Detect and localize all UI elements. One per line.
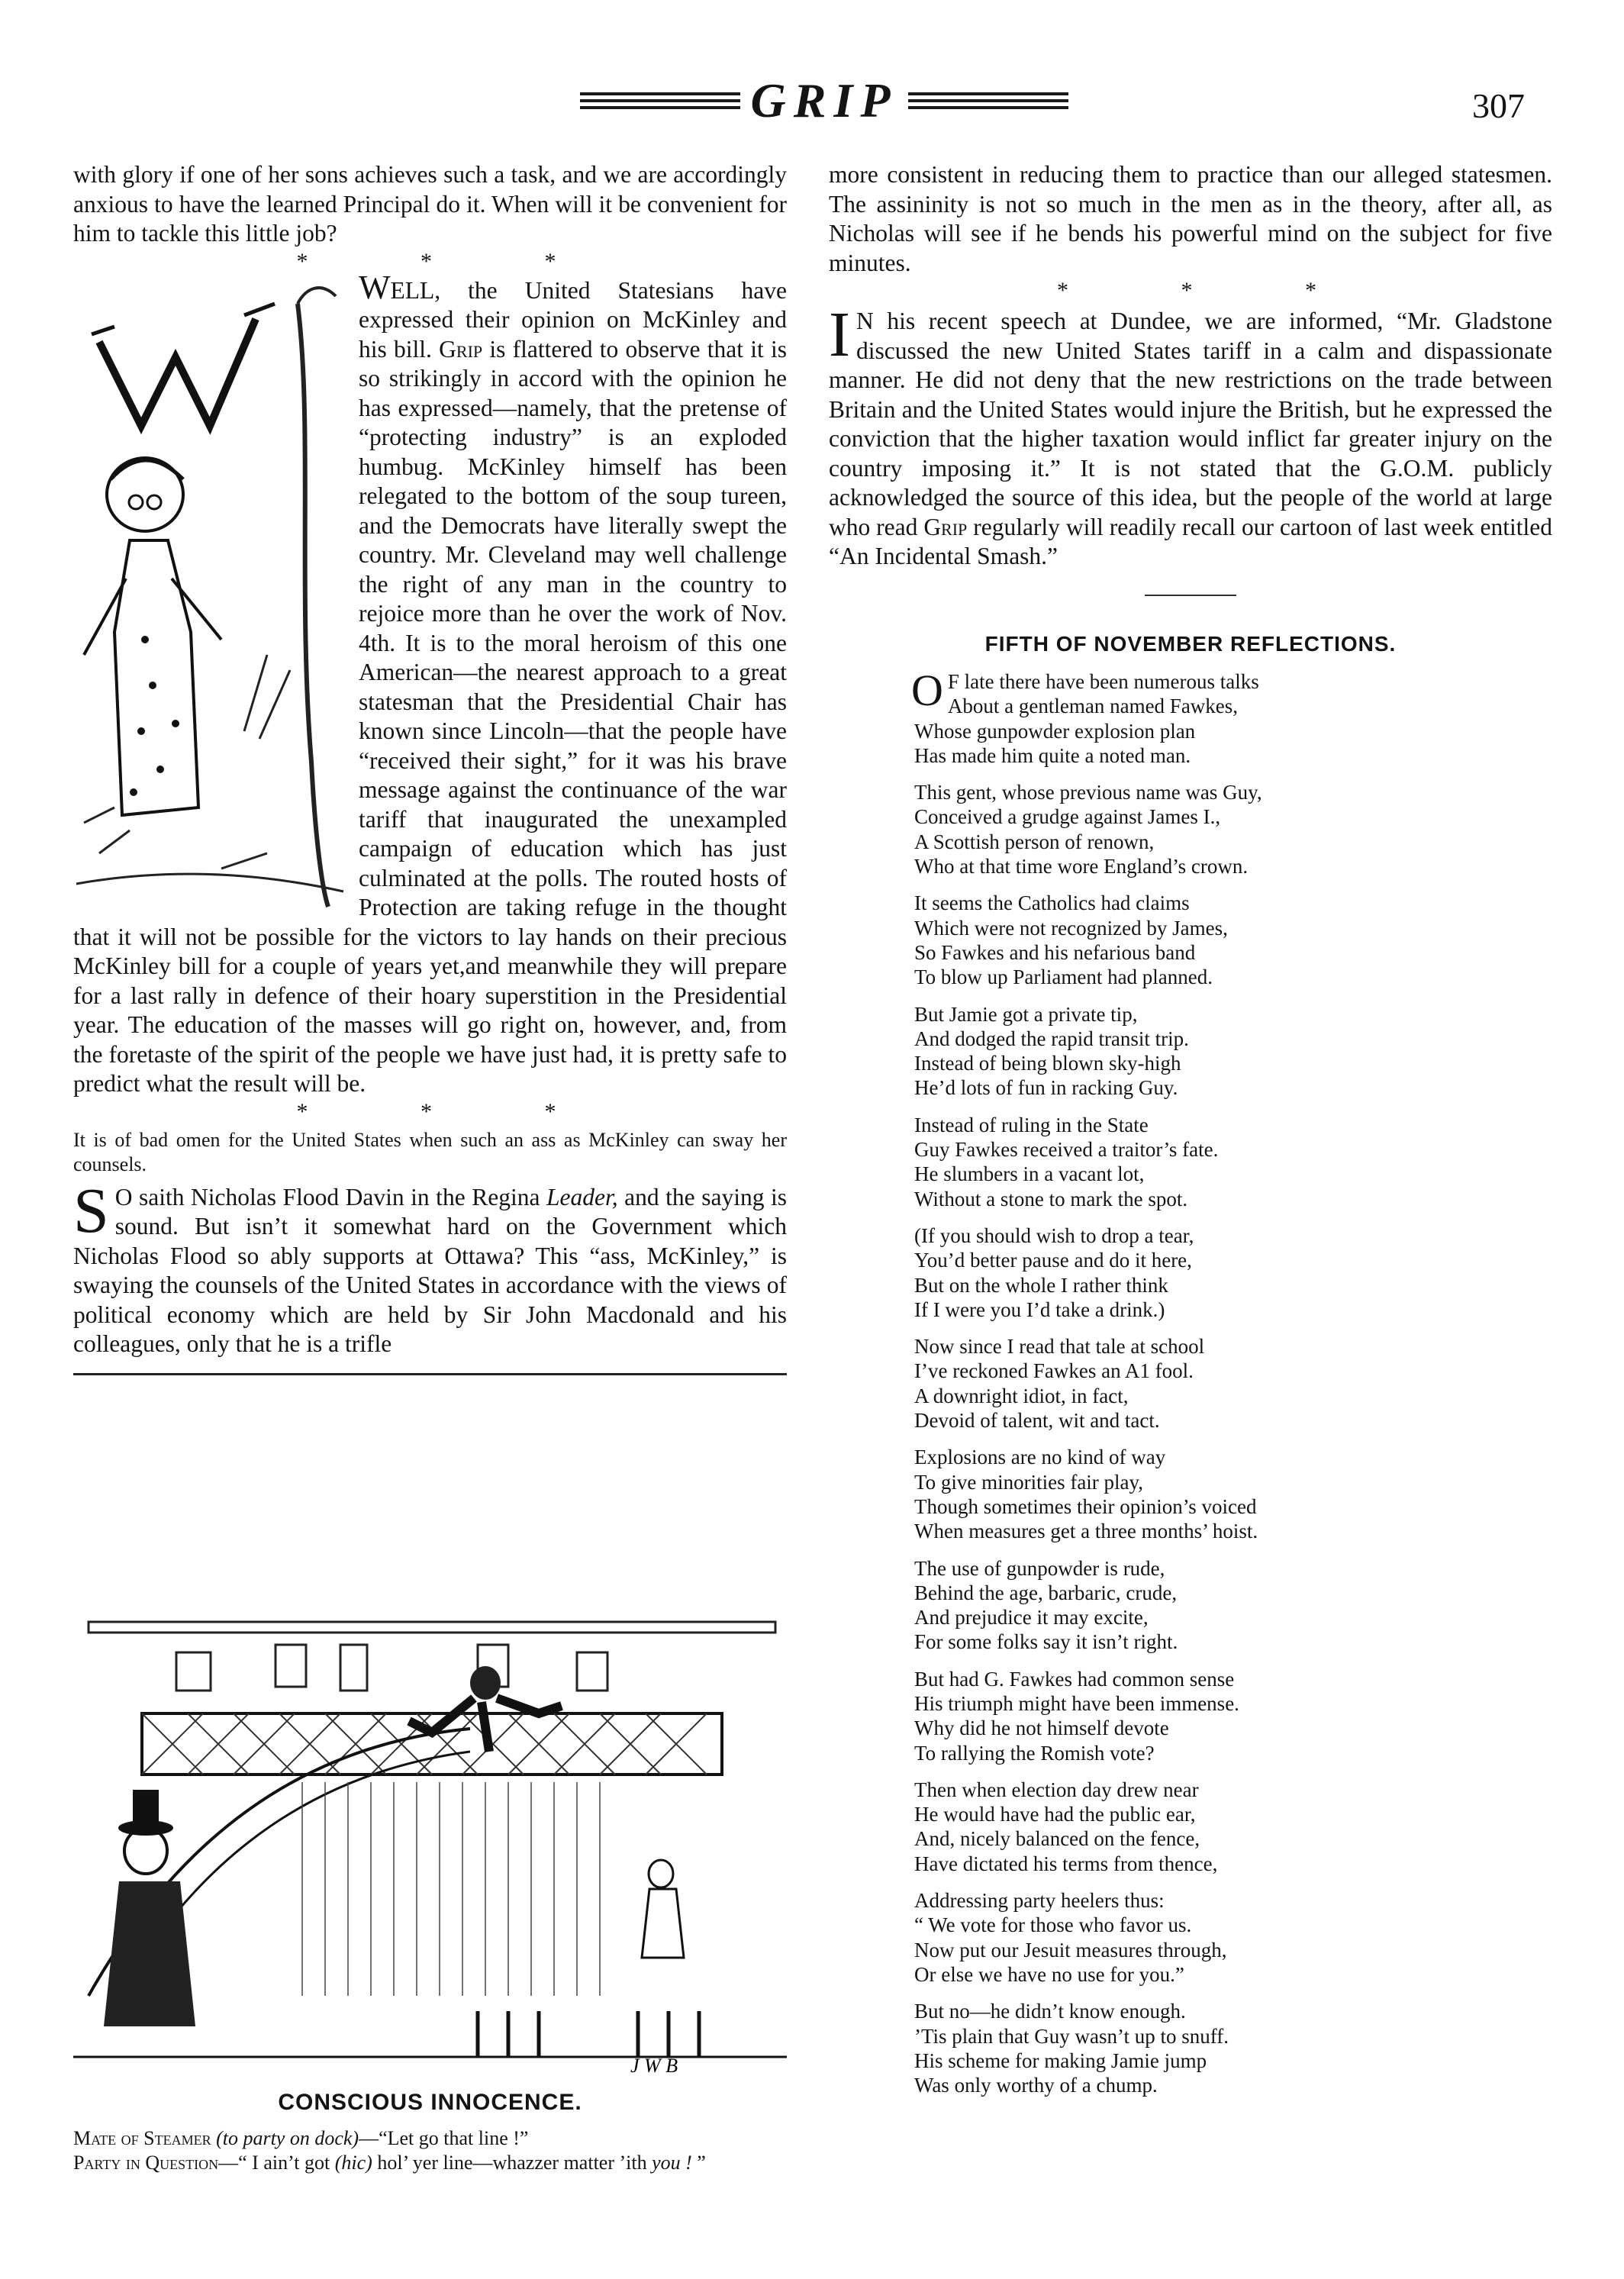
cartoon-illustration [73, 1599, 787, 2087]
caption-text-1: —“Let go that line !” [359, 2127, 529, 2149]
poem-line: Instead of being blown sky-high [914, 1052, 1181, 1075]
masthead-rule-right [908, 92, 1068, 109]
poem-line: But no—he didn’t know enough. [914, 2000, 1186, 2023]
poem-line: Behind the age, barbaric, crude, [914, 1581, 1178, 1604]
poem-line: For some folks say it isn’t right. [914, 1630, 1178, 1654]
poem-stanza [914, 1445, 1552, 1543]
caption-you: you ! [652, 2152, 692, 2174]
poem-line: Instead of ruling in the State [914, 1113, 1149, 1136]
poem-line: Explosions are no kind of way [914, 1446, 1166, 1469]
leader-name: Leader, [546, 1183, 618, 1210]
short-divider [1145, 595, 1236, 596]
poem-line: To blow up Parliament had planned. [914, 965, 1213, 989]
poem-stanza [914, 1888, 1552, 1987]
left-paragraph-2-text-b: is flattered to observe that it is so strikingly in accord with the opinion he has expressed—namely, that the pretense of “protecting industry” is an exploded humbug. McKinley himself has been relegated to the bottom of the soup tureen, and the Democrats have literally swept the country. Mr. Cleveland may well challenge the right of any man in the country to rejoice more than he over the work of Nov. 4th. It is to the moral heroism of this one American—the nearest approach to a great statesman that the Presidential Chair has known since Lincoln—that the people have “received their sight,” for it was his brave message against the continuance of the war tariff that inaugurated the unexampled campaign of education which has just culminated at the polls. The routed hosts of Protection are taking refuge in the thought that it will not be possible for the victors to lay hands on their precious McKinley bill for a couple of years yet,and meanwhile they will prepare for a last rally in defence of their hoary superstition in the Presidential year. The education of the masses will go right on, however, and, from the foretaste of the spirit of the people we have just had, it is pretty safe to predict what the result will be. [73, 335, 787, 1097]
poem-line: About a gentleman named Fawkes, [947, 695, 1239, 718]
dropcap-w: W [359, 268, 391, 306]
page-number: 307 [1472, 86, 1525, 125]
right-paragraph-2-text-b: regularly will readily recall our cartoon of last week entitled “An Incidental Smash.” [829, 513, 1553, 569]
caption-text-2a: —“ I ain’t got [218, 2152, 335, 2174]
poem-stanza [914, 1556, 1552, 1655]
cartoon-signature: J W B [630, 2055, 678, 2077]
poem-line: Now since I read that tale at school [914, 1335, 1205, 1359]
caption-end: ” [691, 2152, 706, 2174]
poem-line: And prejudice it may excite, [914, 1606, 1149, 1629]
dropcap-s: S [73, 1175, 109, 1246]
poem-line: Though sometimes their opinion’s voiced [914, 1494, 1257, 1518]
poem-line: But Jamie got a private tip, [914, 1002, 1138, 1026]
cartoon-divider [73, 1373, 787, 1375]
woman-illustration [69, 273, 351, 914]
poem-line: I’ve reckoned Fawkes an A1 fool. [914, 1359, 1194, 1383]
left-column [73, 160, 787, 1389]
masthead-title: GRIP [750, 73, 898, 127]
left-paragraph-2 [73, 268, 787, 1099]
right-section-stars: * * * [1057, 278, 1370, 303]
right-paragraph-2 [829, 299, 1553, 572]
right-paragraph-2-text-a: N his recent speech at Dundee, we are informed, “Mr. Gladstone discussed the new United States tariff in a calm and dispassionate manner. He did not deny that the new restrictions on the trade between Britain and the United States would injure the British, but he expressed the conviction that the higher taxation would inflict far greater injury on the country imposing it.” It is not stated that the G.O.M. publicly acknowledged the source of this idea, but the people of the world at large who read [829, 308, 1552, 540]
poem-line: “ We vote for those who favor us. [914, 1913, 1192, 1937]
poem-line: It seems the Catholics had claims [914, 891, 1190, 915]
caption-direction-1: (to party on dock) [216, 2127, 359, 2149]
section-stars: * * * [296, 248, 610, 274]
cartoon-caption [73, 2126, 787, 2175]
poem-line: Which were not recognized by James, [914, 916, 1228, 940]
poem-line: Now put our Jesuit measures through, [914, 1938, 1227, 1961]
poem-line: And dodged the rapid transit trip. [914, 1027, 1189, 1050]
poem-line: His triumph might have been immense. [914, 1691, 1239, 1715]
dropcap-i: I [829, 299, 850, 370]
poem-line: ’Tis plain that Guy wasn’t up to snuff. [914, 2024, 1229, 2048]
poem-line: Have dictated his terms from thence, [914, 1852, 1218, 1875]
poem-line: The use of gunpowder is rude, [914, 1556, 1165, 1580]
poem-line: Devoid of talent, wit and tact. [914, 1409, 1160, 1433]
masthead-rule-left [580, 92, 740, 109]
section-stars-2: * * * [296, 1098, 610, 1124]
caption-hic: (hic) [334, 2152, 372, 2174]
left-paragraph-1: with glory if one of her sons achieves such a task, and we are accordingly anxious to have the learned Principal do it. When will it be convenient for him to tackle this little job? [73, 161, 787, 247]
poem-line: But on the whole I rather think [914, 1273, 1168, 1297]
caption-text-2b: hol’ yer line—whazzer matter ’ith [372, 2152, 652, 2174]
poem-stanza [914, 1002, 1552, 1101]
poem-line: He’d lots of fun in racking Guy. [914, 1076, 1178, 1100]
right-column [829, 160, 1552, 2110]
left-paragraph-3-text-b: and the saying is sound. But isn’t it somewhat hard on the Government which Nicholas Flood so ably supports at Ottawa? This “ass, McKinley,” is swaying the counsels of the United States in accordance with the views of political economy which are held by Sir John Macdonald and his colleagues, only that he is a trifle [73, 1183, 787, 1357]
caption-line-1 [73, 2126, 787, 2151]
poem-stanza [914, 1223, 1552, 1322]
poem-line: Then when election day drew near [914, 1778, 1199, 1801]
poem-line: And, nicely balanced on the fence, [914, 1827, 1200, 1851]
poem-stanza [914, 1113, 1552, 1211]
poem-title: FIFTH OF NOVEMBER REFLECTIONS. [984, 631, 1397, 656]
poem-line: Guy Fawkes received a traitor’s fate. [914, 1138, 1219, 1162]
poem-stanza [914, 891, 1552, 989]
poem-line: Has made him quite a noted man. [914, 743, 1191, 767]
poem-line: A Scottish person of renown, [914, 830, 1155, 853]
poem-stanza [914, 1667, 1552, 1765]
poem-stanza [914, 1999, 1552, 2097]
caption-line-2 [73, 2151, 787, 2175]
davin-quote: It is of bad omen for the United States when such an ass as McKinley can sway her counsels. [73, 1128, 787, 1175]
poem-line: He slumbers in a vacant lot, [914, 1162, 1145, 1186]
poem-line: Was only worthy of a chump. [914, 2074, 1158, 2097]
poem-stanza [914, 780, 1552, 878]
poem-line: F late there have been numerous talks [947, 670, 1259, 693]
poem [911, 666, 1552, 2097]
cartoon-title: CONSCIOUS INNOCENCE. [278, 2090, 582, 2115]
poem-line: Without a stone to mark the spot. [914, 1187, 1188, 1210]
poem-stanza [914, 1778, 1552, 1876]
poem-line: To rallying the Romish vote? [914, 1741, 1155, 1765]
poem-stanza [911, 666, 1552, 768]
grip-name-2: Grip [923, 513, 968, 540]
poem-line: This gent, whose previous name was Guy, [914, 781, 1262, 804]
poem-stanza [914, 1334, 1552, 1433]
poem-line: A downright idiot, in fact, [914, 1384, 1129, 1407]
grip-name: Grip [439, 335, 483, 363]
poem-line: Who at that time wore England’s crown. [914, 855, 1249, 878]
poem-line: But had G. Fawkes had common sense [914, 1667, 1235, 1691]
poem-line: Addressing party heelers thus: [914, 1889, 1165, 1913]
masthead [580, 70, 1068, 131]
poem-line: Conceived a grudge against James I., [914, 805, 1221, 829]
poem-line: He would have had the public ear, [914, 1803, 1196, 1826]
poem-line: (If you should wish to drop a tear, [914, 1223, 1194, 1247]
left-paragraph-3 [73, 1175, 787, 1359]
poem-dropcap: O [911, 666, 943, 715]
poem-line: When measures get a three months’ hoist. [914, 1520, 1258, 1543]
poem-line: Why did he not himself devote [914, 1717, 1169, 1740]
poem-line: To give minorities fair play, [914, 1470, 1144, 1494]
caption-speaker-1: Mate of Steamer [73, 2127, 211, 2149]
poem-line: His scheme for making Jamie jump [914, 2049, 1207, 2072]
right-paragraph-1: more consistent in reducing them to practice than our alleged statesmen. The assininity is not so much in the men as in the theory, after all, as Nicholas will see if he bends his powerful mind on the subject for five minutes. [829, 161, 1552, 276]
poem-line: If I were you I’d take a drink.) [914, 1297, 1165, 1321]
left-paragraph-3-text-a: O saith Nicholas Flood Davin in the Regina [114, 1183, 546, 1210]
poem-line: Whose gunpowder explosion plan [914, 719, 1196, 743]
poem-line: So Fawkes and his nefarious band [914, 940, 1196, 964]
poem-line: Or else we have no use for you.” [914, 1962, 1184, 1986]
left-paragraph-2-text-a: ELL, the United Statesians have expressed their opinion on McKinley and his bill. [359, 276, 787, 363]
caption-speaker-2: Party in Question [73, 2152, 219, 2174]
poem-line: You’d better pause and do it here, [914, 1249, 1192, 1272]
